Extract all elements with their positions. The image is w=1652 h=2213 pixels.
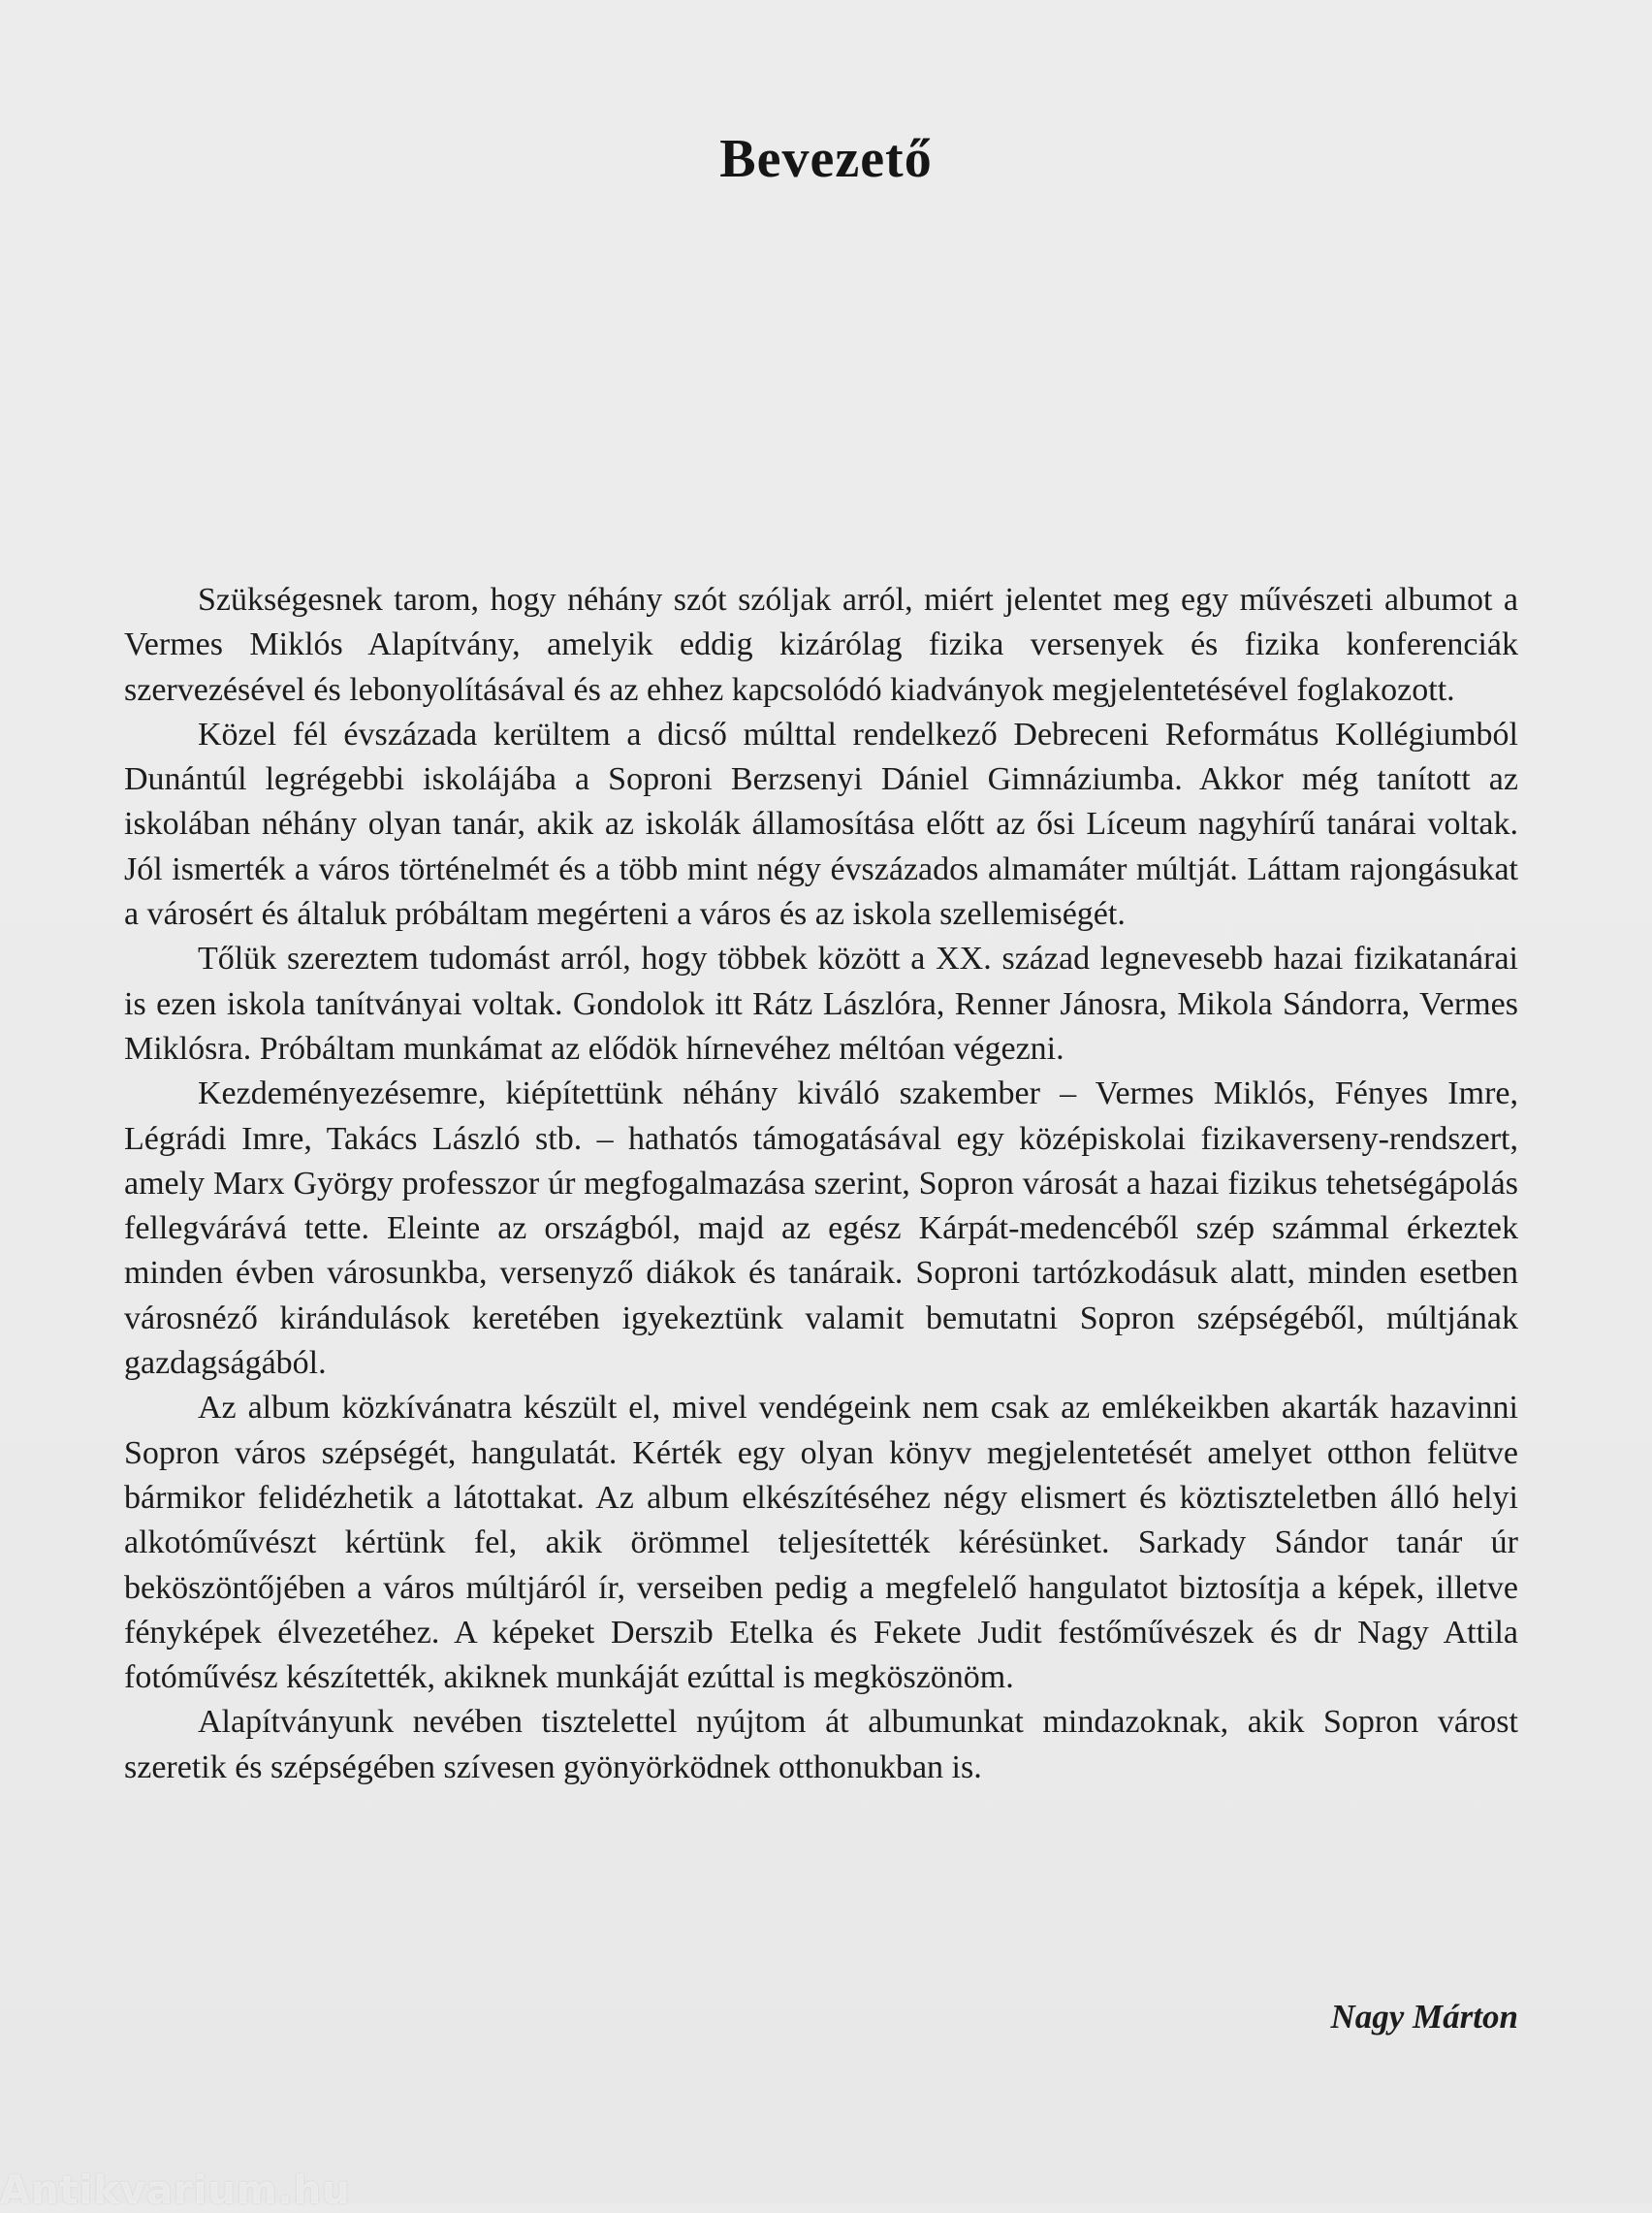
author-signature: Nagy Márton [1330,1998,1518,2036]
paragraph: Az album közkívánatra készült el, mivel vendégeink nem csak az emlékeikben akarták hazavinni Sopron város szépségét, hangulatát. Kérték egy olyan könyv megjelentetését amelyet otthon felütve bármikor felidézhetik a látottakat. Az album elkészítéséhez négy elismert és köztiszteletben álló helyi alkotóművészt kértünk fel, akik örömmel teljesítették kérésünket. Sarkady Sándor tanár úr beköszöntőjében a város múltjáról ír, verseiben pedig a megfelelő hangulatot biztosítja a képek, illetve fényképek élvezetéhez. A képeket Derszib Etelka és Fekete Judit festőművészek és dr Nagy Attila fotóművész készítették, akiknek munkáját ezúttal is megköszönöm. [124,1390,1518,1696]
paragraph: Alapítványunk nevében tisztelettel nyújtom át albumunkat mindazoknak, akik Sopron várost szeretik és szépségében szívesen gyönyörködnek otthonukban is. [124,1704,1518,1785]
paragraph: Kezdeményezésemre, kiépítettünk néhány kiváló szakember – Vermes Miklós, Fényes Imre, Légrádi Imre, Takács László stb. – hathatós támogatásával egy középiskolai fizikaverseny-rendszert, amely Marx György professzor úr megfogalmazása szerint, Sopron városát a hazai fizikus tehetségápolás fellegvárává tette. Eleinte az országból, majd az egész Kárpát-medencéből szép számmal érkeztek minden évben városunkba, versenyző diákok és tanáraik. Soproni tartózkodásuk alatt, minden esetben városnéző kirándulások keretében igyekeztünk valamit bemutatni Sopron szépségéből, múltjának gazdagságából. [124,1075,1518,1382]
page-title: Bevezető [719,129,933,189]
paragraph: Szükségesnek tarom, hogy néhány szót szóljak arról, miért jelentet meg egy művészeti albumot a Vermes Miklós Alapítvány, amelyik eddig kizárólag fizika versenyek és fizika konferenciák szervezésével és lebonyolításával és az ehhez kapcsolódó kiadványok megjelentetésével foglakozott. [124,582,1518,708]
watermark: Antikvarium.hu [0,2168,351,2213]
paragraph: Tőlük szereztem tudomást arról, hogy többek között a XX. század legnevesebb hazai fizikatanárai is ezen iskola tanítványai voltak. Gondolok itt Rátz Lászlóra, Renner Jánosra, Mikola Sándorra, Vermes Miklósra. Próbáltam munkámat az elődök hírnevéhez méltóan végezni. [124,941,1518,1067]
body-text [124,578,1518,1790]
paragraph: Közel fél évszázada kerültem a dicső múlttal rendelkező Debreceni Református Kollégiumból Dunántúl legrégebbi iskolájába a Soproni Berzsenyi Dániel Gimnáziumba. Akkor még tanított az iskolában néhány olyan tanár, akik az iskolák államosítása előtt az ősi Líceum nagyhírű tanárai voltak. Jól ismerték a város történelmét és a több mint négy évszázados almamáter múltját. Láttam rajongásukat a városért és általuk próbáltam megérteni a város és az iskola szellemiségét. [124,716,1518,933]
